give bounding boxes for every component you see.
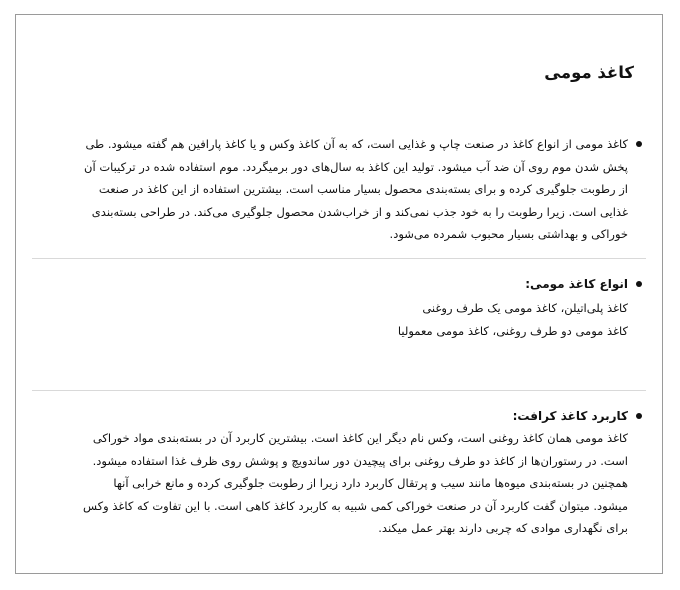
intro-bullet <box>38 133 640 246</box>
kraft-line: همچنین در بسته‌بندی میوه‌ها مانند سیب و پرتقال کاربرد دارد زیرا از رطوبت جلوگیری کرده و مانع خرابی آنها <box>113 476 628 491</box>
types-section <box>38 273 640 344</box>
kraft-section <box>38 405 640 539</box>
intro-section <box>38 133 640 246</box>
page-title: کاغذ مومی <box>544 63 634 82</box>
bullet-icon <box>636 413 642 419</box>
kraft-line: است. در رستوران‌ها از کاغذ دو طرف روغنی برای پیچیدن دور ساندویچ و پوشش روی ظرف غذا استفاده میشود. <box>92 453 628 468</box>
article-frame <box>15 14 663 574</box>
bullet-icon <box>636 141 642 147</box>
intro-line: غذایی است. زیرا رطوبت را به خود جذب نمی‌کند و از خراب‌شدن محصول جلوگیری می‌کند. در طراحی بسته‌بندی <box>91 204 628 219</box>
section-divider <box>32 390 646 391</box>
intro-line: کاغذ مومی از انواع کاغذ در صنعت چاپ و غذایی است، که به آن کاغذ وکس و یا کاغذ پارافین هم گفته میشود. طی <box>85 137 628 151</box>
types-line: کاغذ پلی‌اتیلن، کاغذ مومی یک طرف روغنی <box>422 300 628 315</box>
kraft-line: میشود. میتوان گفت کاربرد آن در صنعت خوراکی کمی شبیه به کاربرد کاغذ کاهی است. با این تفاوت که کاغذ وکس <box>83 498 628 513</box>
intro-line: از رطوبت جلوگیری کرده و برای بسته‌بندی محصول بسیار مناسب است. بیشترین استفاده از این کاغذ در صنعت <box>98 182 628 197</box>
kraft-line: برای نگهداری موادی که چربی دارند بهتر عمل میکند. <box>378 521 628 536</box>
types-line: کاغذ مومی دو طرف روغنی، کاغذ مومی معمولیا <box>397 324 628 338</box>
kraft-bullet <box>38 405 640 539</box>
intro-line: پخش شدن موم روی آن ضد آب میشود. تولید این کاغذ به سال‌های دور برمیگردد. موم استفاده شده در ترکیبات آن <box>84 159 628 174</box>
bullet-icon <box>636 281 642 287</box>
intro-line: خوراکی و بهداشتی بسیار محبوب شمرده می‌شود. <box>389 227 628 242</box>
section-divider <box>32 258 646 259</box>
types-bullet <box>38 273 640 344</box>
types-heading: انواع کاغذ مومی: <box>525 277 628 291</box>
kraft-heading: کاربرد کاغذ کرافت: <box>512 409 628 423</box>
kraft-line: کاغذ مومی همان کاغذ روغنی است، وکس نام دیگر این کاغذ است. بیشترین کاربرد آن در بسته‌بندی مواد خوراکی <box>92 431 628 446</box>
